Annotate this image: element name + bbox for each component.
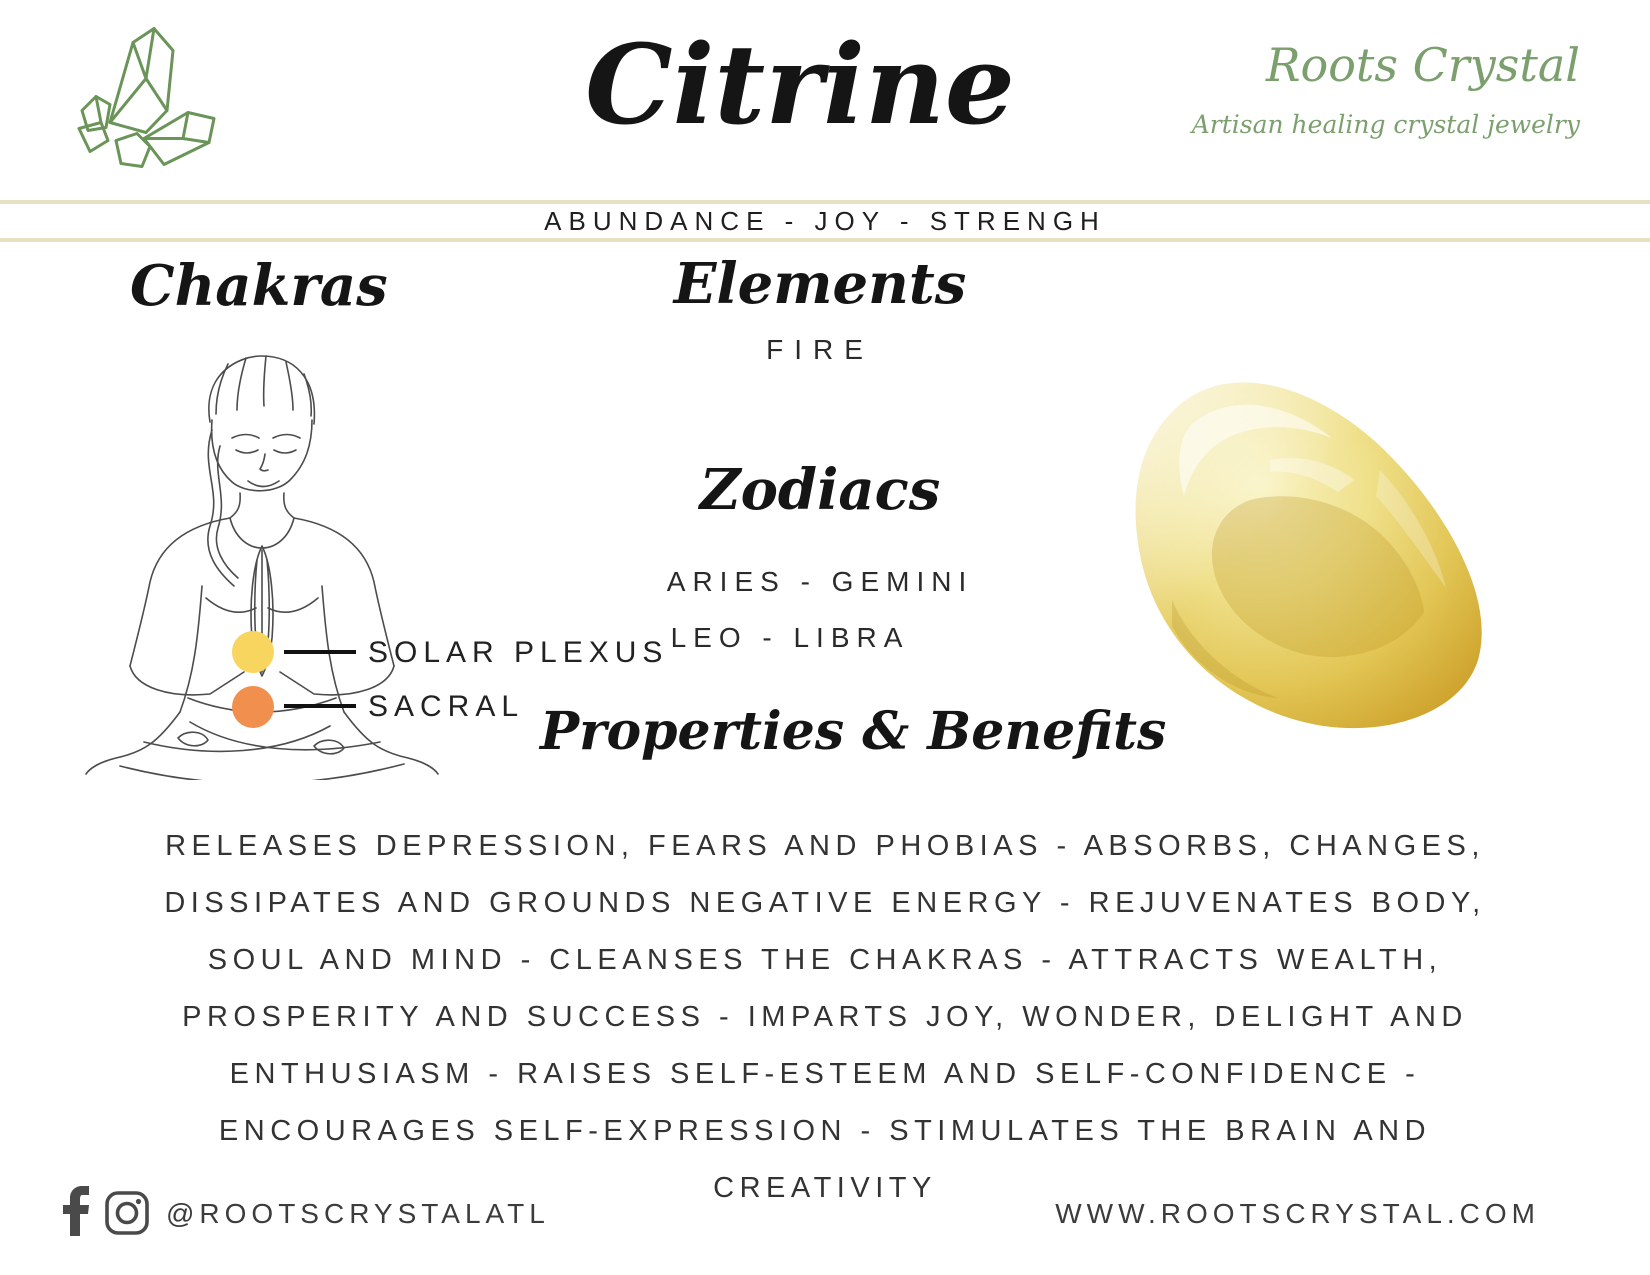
elements-heading: Elements bbox=[673, 251, 967, 317]
zodiac-signs-line1: ARIES - GEMINI bbox=[666, 566, 974, 597]
chakras-heading: Chakras bbox=[130, 253, 388, 319]
zodiac-signs-line2: LEO - LIBRA bbox=[670, 622, 910, 653]
sacral-label: SACRAL bbox=[368, 690, 525, 723]
properties-line: ENCOURAGES SELF-EXPRESSION - STIMULATES THE BRAIN AND bbox=[218, 1115, 1432, 1147]
brand-block bbox=[1140, 38, 1580, 142]
properties-line: SOUL AND MIND - CLEANSES THE CHAKRAS - ATTRACTS WEALTH, bbox=[207, 944, 1443, 976]
properties-heading: Properties & Benefits bbox=[540, 701, 1167, 762]
brand-name: Roots Crystal bbox=[1265, 38, 1580, 92]
band-divider-bottom bbox=[0, 238, 1650, 242]
citrine-stone-photo bbox=[1080, 350, 1520, 750]
sacral-dot bbox=[232, 686, 274, 728]
zodiacs-heading: Zodiacs bbox=[699, 457, 941, 523]
band-divider-top bbox=[0, 200, 1650, 204]
properties-line: PROSPERITY AND SUCCESS - IMPARTS JOY, WONDER, DELIGHT AND bbox=[182, 1001, 1468, 1033]
brand-tagline: Artisan healing crystal jewelry bbox=[1191, 110, 1580, 140]
facebook-icon bbox=[62, 1186, 92, 1236]
properties-line: CREATIVITY bbox=[713, 1172, 937, 1204]
social-handle: @ROOTSCRYSTALATL bbox=[166, 1198, 550, 1229]
website-url: WWW.ROOTSCRYSTAL.COM bbox=[1055, 1198, 1540, 1229]
properties-text bbox=[45, 818, 1605, 1217]
page-title: Citrine bbox=[585, 20, 1015, 149]
properties-line: ENTHUSIASM - RAISES SELF-ESTEEM AND SELF-CONFIDENCE - bbox=[229, 1058, 1421, 1090]
properties-line: RELEASES DEPRESSION, FEARS AND PHOBIAS - ABSORBS, CHANGES, bbox=[165, 830, 1485, 862]
properties-line: DISSIPATES AND GROUNDS NEGATIVE ENERGY - REJUVENATES BODY, bbox=[164, 887, 1486, 919]
sacral-connector-line bbox=[284, 704, 356, 708]
keywords-strip: ABUNDANCE - JOY - STRENGH bbox=[544, 206, 1106, 236]
crystal-cluster-icon bbox=[60, 18, 220, 188]
solar-plexus-connector-line bbox=[284, 650, 356, 654]
elements-value: FIRE bbox=[766, 334, 874, 365]
solar-plexus-dot bbox=[232, 631, 274, 673]
instagram-icon bbox=[104, 1190, 150, 1236]
solar-plexus-label: SOLAR PLEXUS bbox=[368, 636, 669, 669]
